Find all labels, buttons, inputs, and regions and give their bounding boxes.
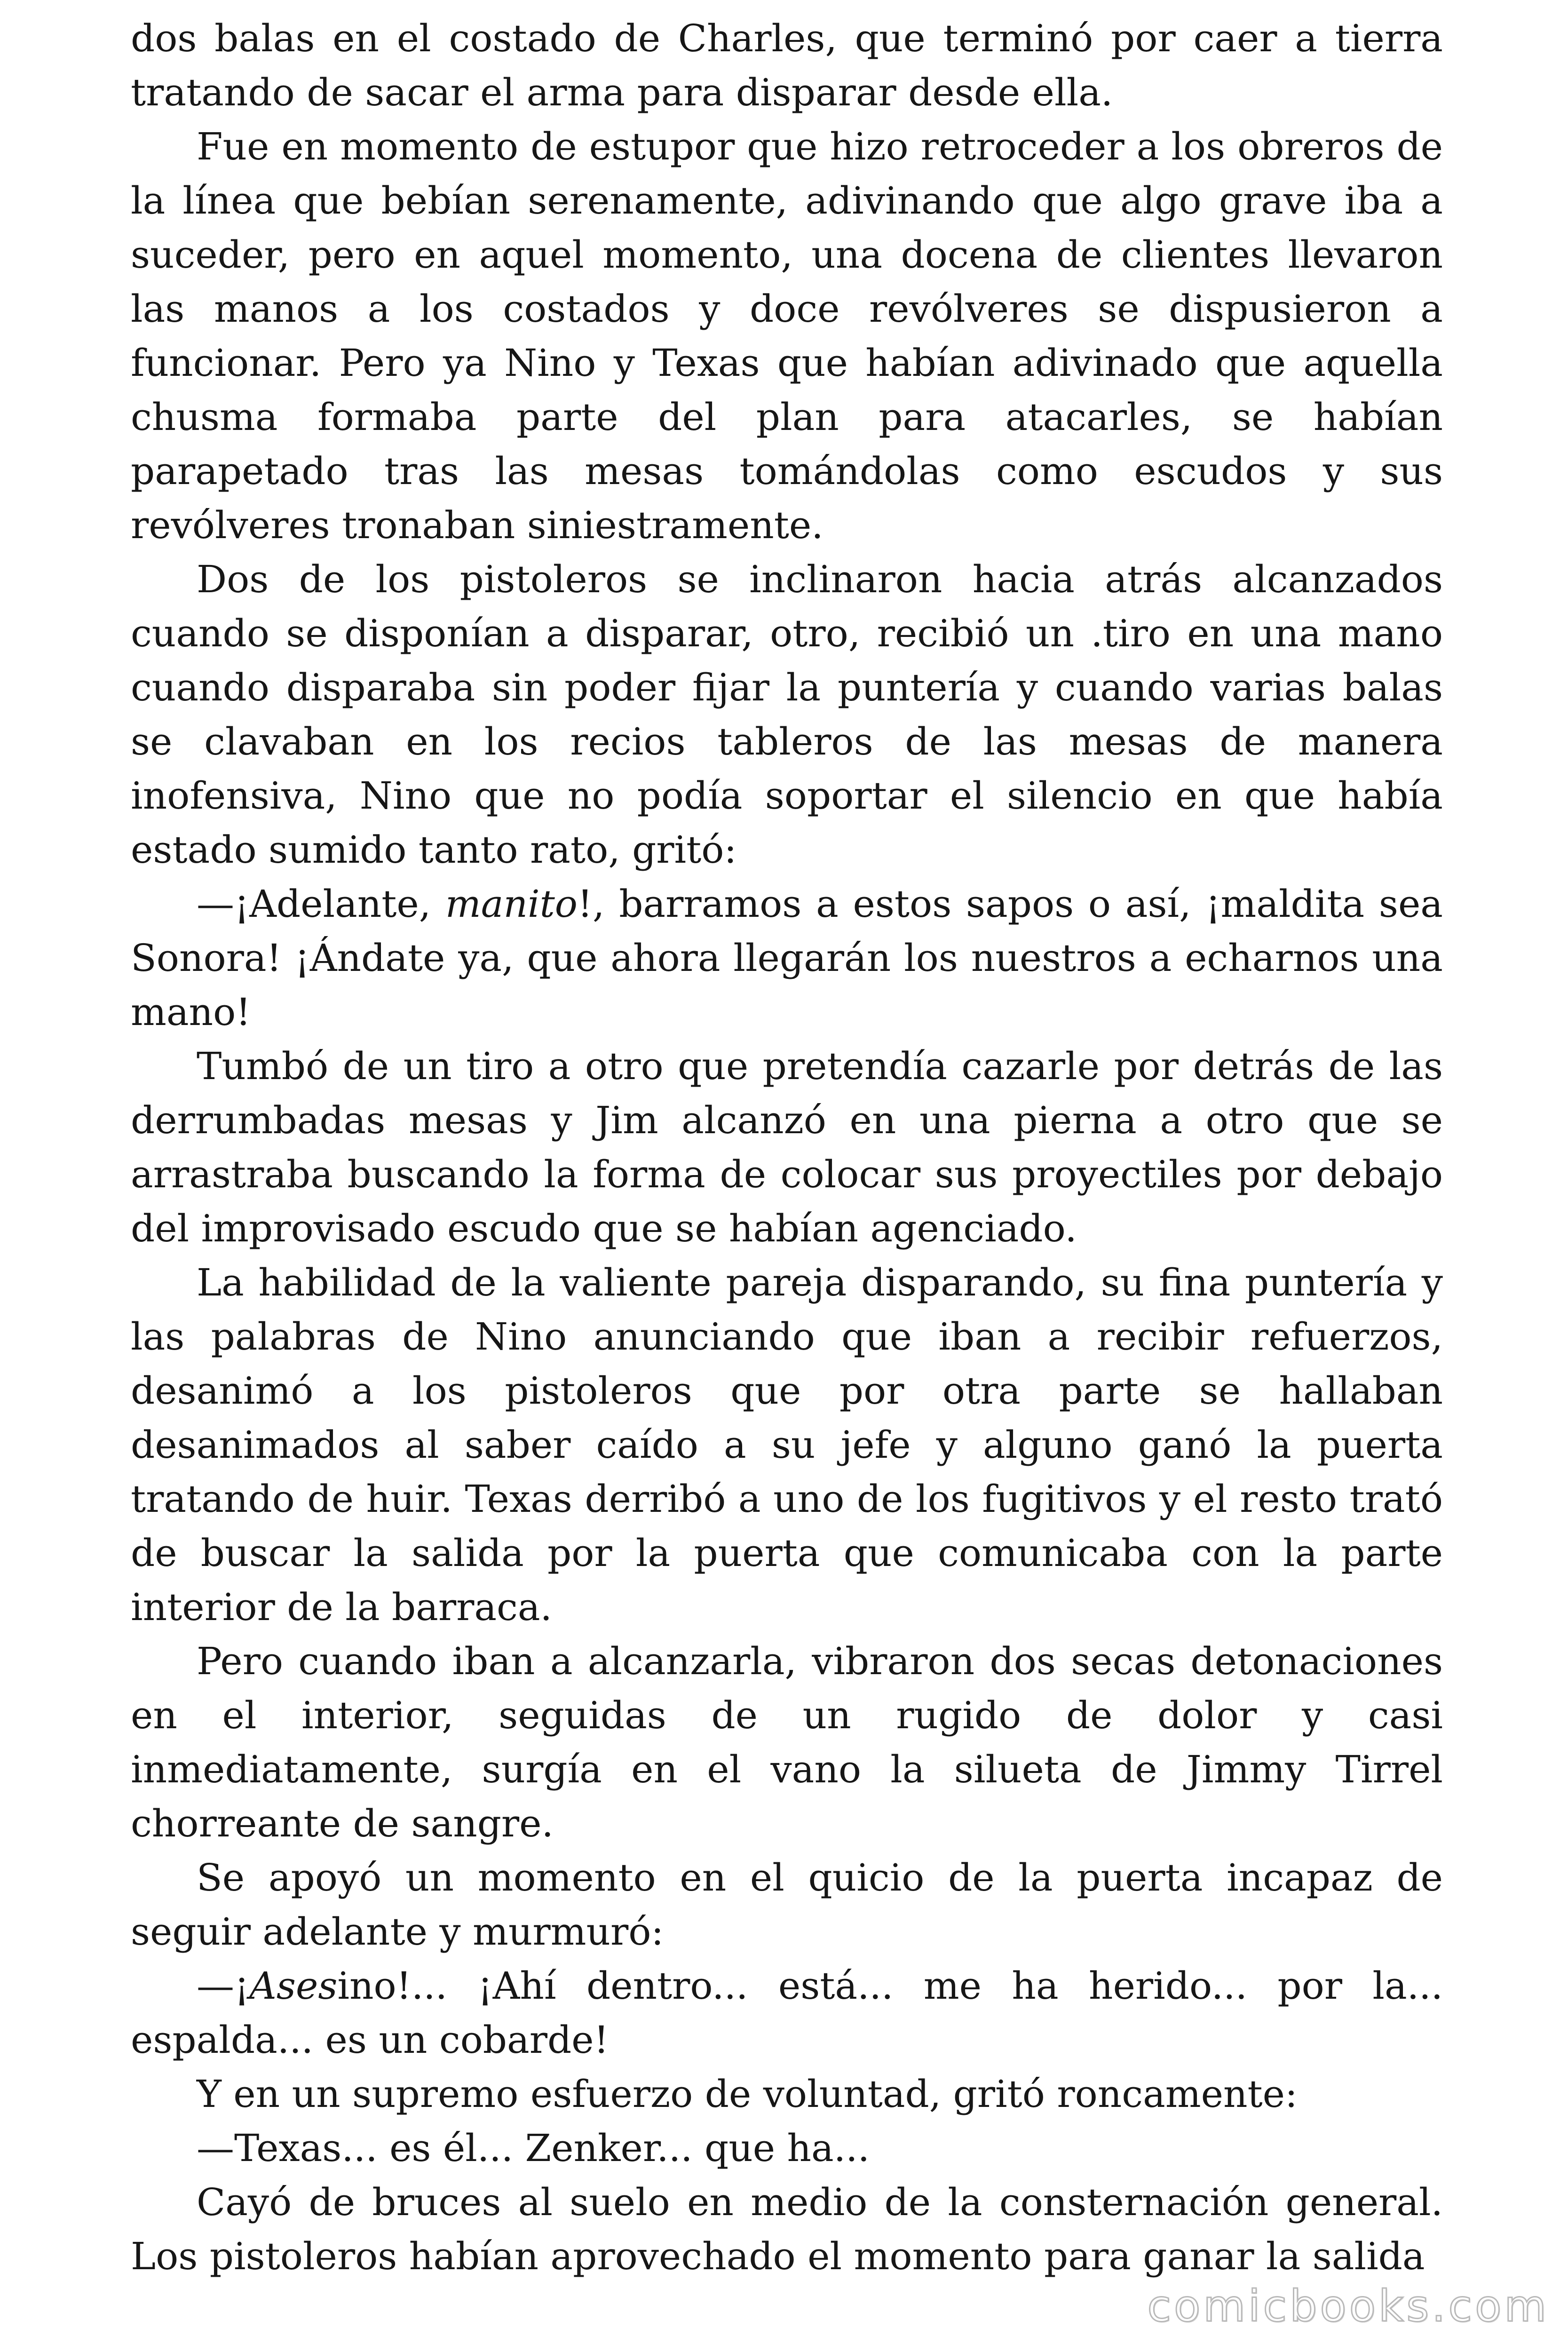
paragraph: Dos de los pistoleros se inclinaron hacia atrás alcanzados cuando se disponían a disparar, otro, recibió un .tiro en una mano cuando disparaba sin poder fijar la puntería y cuando varias balas se clavaban en los recios tableros de las mesas de manera inofensiva, Nino que no podía soportar el silencio en que había estado sumido tanto rato, gritó:	[131, 557, 1443, 872]
paragraph: Y en un supremo esfuerzo de voluntad, gritó roncamente:	[197, 2072, 1298, 2116]
dialogue-paragraph: —Texas... es él... Zenker... que ha...	[197, 2126, 870, 2170]
paragraph: La habilidad de la valiente pareja disparando, su fina puntería y las palabras de Nino anunciando que iban a recibir refuerzos, desanimó a los pistoleros que por otra parte se hallaban desanimados al saber caído a su jefe y alguno ganó la puerta tratando de huir. Texas derribó a uno de los fugitivos y el resto trató de buscar la salida por la puerta que comunicaba con la parte interior de la barraca.	[131, 1261, 1443, 1629]
dialogue-text: !, barramos a estos sapos o así, ¡maldita sea Sonora! ¡Ándate ya, que ahora llegarán los nuestros a echarnos una mano!	[131, 882, 1443, 1034]
paragraph-continuation: dos balas en el costado de Charles, que terminó por caer a tierra tratando de sacar el arma para disparar desde ella.	[131, 16, 1443, 114]
italic-word: Ases	[249, 1964, 338, 2008]
paragraph: Pero cuando iban a alcanzarla, vibraron dos secas detonaciones en el interior, seguidas de un rugido de dolor y casi inmediatamente, surgía en el vano la silueta de Jimmy Tirrel chorreante de sangre.	[131, 1639, 1443, 1845]
dialogue-text: ino!... ¡Ahí dentro... está... me ha herido... por la... espalda... es un cobarde!	[131, 1964, 1443, 2062]
paragraph: Se apoyó un momento en el quicio de la puerta incapaz de seguir adelante y murmuró:	[131, 1856, 1443, 1954]
dialogue-text: —¡Adelante,	[197, 882, 445, 926]
dialogue-paragraph	[131, 1959, 1443, 2067]
paragraph: Tumbó de un tiro a otro que pretendía cazarle por detrás de las derrumbadas mesas y Jim alcanzó en una pierna a otro que se arrastraba buscando la forma de colocar sus proyectiles por debajo del improvisado escudo que se habían agenciado.	[131, 1044, 1443, 1250]
italic-word: manito	[445, 882, 578, 926]
watermark-logo: comicbooks.com	[1147, 2281, 1549, 2331]
paragraph-last: Cayó de bruces al suelo en medio de la consternación general. Los pistoleros habían aprovechado el momento para ganar la salida	[131, 2180, 1443, 2278]
dialogue-paragraph	[131, 877, 1443, 1039]
paragraph: Fue en momento de estupor que hizo retroceder a los obreros de la línea que bebían serenamente, adivinando que algo grave iba a suceder, pero en aquel momento, una docena de clientes llevaron las manos a los costados y doce revólveres se dispusieron a funcionar. Pero ya Nino y Texas que habían adivinado que aquella chusma formaba parte del plan para atacarles, se habían parapetado tras las mesas tomándolas como escudos y sus revólveres tronaban siniestramente.	[131, 125, 1443, 547]
page-body-text	[131, 11, 1443, 2283]
dialogue-text: —¡	[197, 1964, 250, 2008]
